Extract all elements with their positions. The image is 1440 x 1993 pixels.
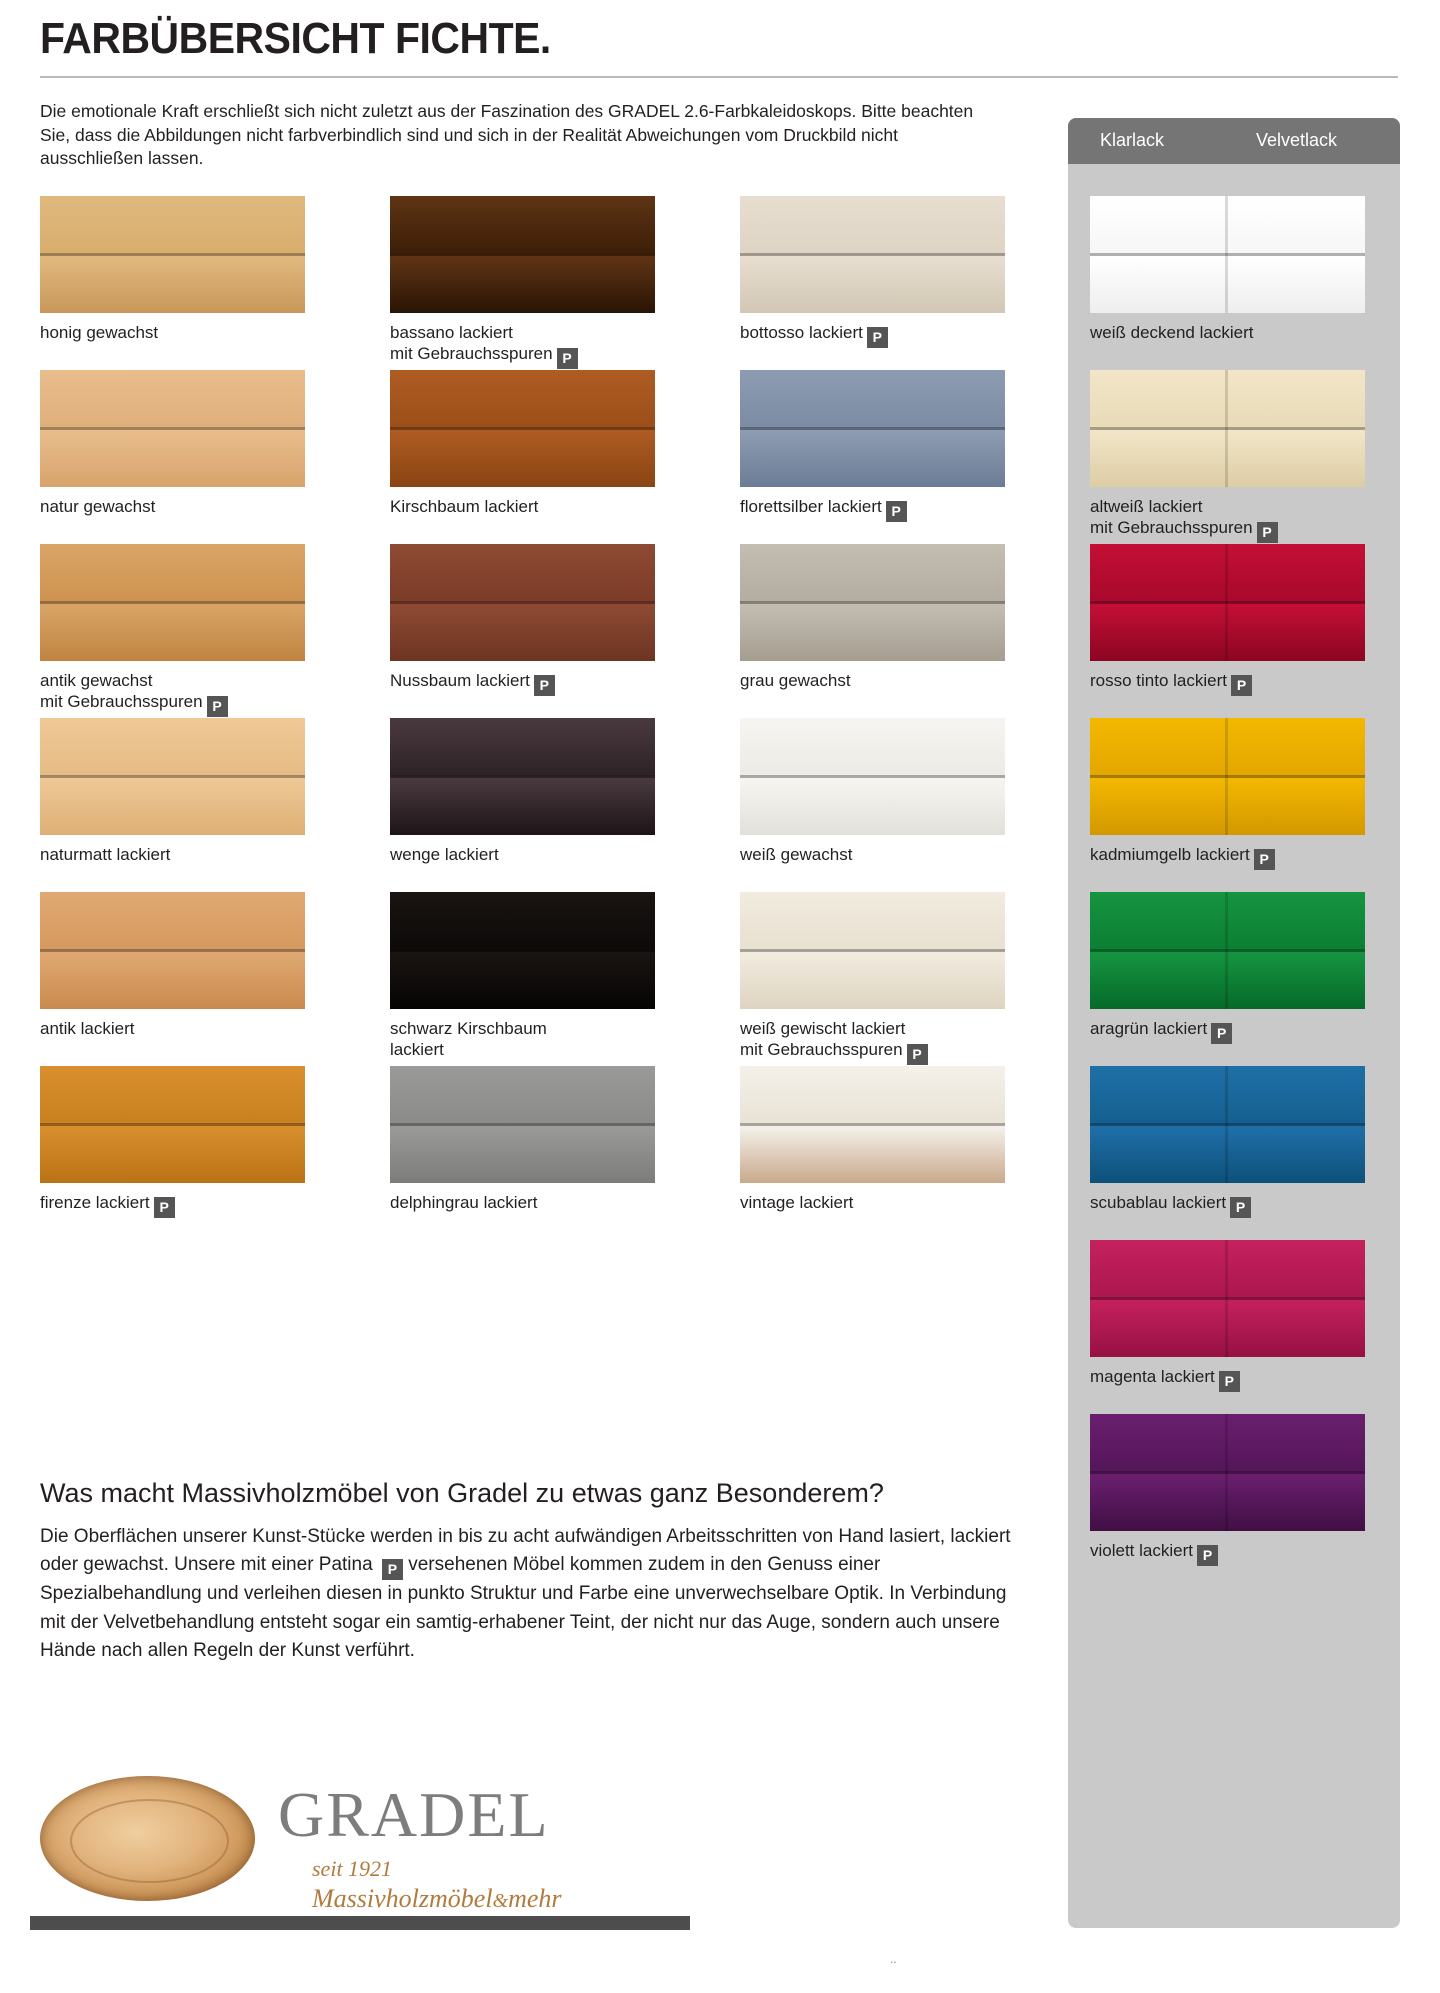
swatch-cell: [390, 718, 670, 866]
board-seam-horizontal: [40, 949, 305, 952]
swatch-image: [740, 1066, 1005, 1183]
swatch-name: wenge lackiert: [390, 845, 499, 864]
patina-badge: P: [1197, 1545, 1218, 1566]
brand-lockup: [278, 1778, 562, 1913]
board-seam-horizontal: [390, 601, 655, 604]
swatch-caption: [740, 1019, 1030, 1065]
swatch-cell: [740, 1066, 1020, 1214]
swatch-name: violett lackiert: [1090, 1541, 1193, 1560]
swatch-name: vintage lackiert: [740, 1193, 854, 1212]
swatch-caption: [390, 1193, 680, 1214]
swatch-name: firenze lackiert: [40, 1193, 150, 1212]
swatch-caption: [40, 497, 330, 518]
swatch-image: [40, 370, 305, 487]
swatch-cell: [40, 718, 320, 866]
board-seam-vertical: [1225, 370, 1228, 487]
swatch-cell: [390, 544, 670, 696]
swatch-caption: [1090, 1541, 1380, 1566]
board-seam-horizontal: [40, 1123, 305, 1126]
swatch-image: [740, 892, 1005, 1009]
swatch-cell: [1090, 1240, 1370, 1392]
page-title: FARBÜBERSICHT FICHTE.: [40, 14, 551, 63]
swatch-cell: [390, 892, 670, 1060]
bottom-paragraph-part1: Die Oberflächen unserer Kunst-Stücke werden in bis zu acht aufwändigen Arbeitsschritten von Hand lasiert, lackiert oder gewachst. Unsere mit einer Patina: [40, 1526, 1011, 1576]
swatch-caption: [740, 323, 1030, 348]
swatch-name: honig gewachst: [40, 323, 159, 342]
swatch-name: antik lackiert: [40, 1019, 135, 1038]
swatch-cell: [740, 718, 1020, 866]
patina-badge: P: [207, 696, 228, 717]
swatch-image: [1090, 544, 1365, 661]
swatch-name: natur gewachst: [40, 497, 156, 516]
board-seam-horizontal: [740, 775, 1005, 778]
swatch-cell: [1090, 370, 1370, 543]
patina-badge: P: [1219, 1371, 1240, 1392]
brand-tagline: [312, 1884, 562, 1914]
swatch-caption: [40, 1193, 330, 1218]
swatch-name: aragrün lackiert: [1090, 1019, 1208, 1038]
board-seam-horizontal: [390, 775, 655, 778]
swatch-image: [1090, 1414, 1365, 1531]
swatch-image: [1090, 1240, 1365, 1357]
swatch-cell: [1090, 1066, 1370, 1218]
board-seam-vertical: [1225, 1414, 1228, 1531]
swatch-name: Kirschbaum lackiert: [390, 497, 539, 516]
swatch-caption: [740, 497, 1030, 522]
brand-since: seit 1921: [312, 1856, 393, 1881]
swatch-image: [1090, 370, 1365, 487]
swatch-caption: [390, 323, 680, 369]
brand-logo-area: [30, 1768, 730, 1968]
swatch-name: delphingrau lackiert: [390, 1193, 538, 1212]
swatch-cell: [1090, 718, 1370, 870]
swatch-image: [40, 1066, 305, 1183]
swatch-image: [740, 544, 1005, 661]
swatch-caption: [1090, 671, 1380, 696]
board-seam-horizontal: [740, 253, 1005, 256]
swatch-image: [40, 718, 305, 835]
swatch-caption: [740, 671, 1030, 692]
swatch-caption: [1090, 1019, 1380, 1044]
swatch-name: scubablau lackiert: [1090, 1193, 1227, 1212]
bottom-text-block: [40, 1478, 1030, 1665]
swatch-caption: [40, 1019, 330, 1040]
swatch-name: bottosso lackiert: [740, 323, 863, 342]
board-seam-horizontal: [740, 427, 1005, 430]
patina-badge: P: [1231, 675, 1252, 696]
swatch-name-line2: mit Gebrauchsspuren: [740, 1039, 903, 1059]
swatch-cell: [40, 892, 320, 1040]
patina-badge-inline: P: [382, 1559, 403, 1580]
swatch-image: [390, 1066, 655, 1183]
patina-badge: P: [886, 501, 907, 522]
patina-badge: P: [534, 675, 555, 696]
swatch-cell: [390, 196, 670, 369]
board-seam-horizontal: [740, 601, 1005, 604]
board-seam-horizontal: [40, 253, 305, 256]
swatch-image: [390, 370, 655, 487]
swatch-image: [40, 892, 305, 1009]
swatch-cell: [1090, 544, 1370, 696]
intro-text: Die emotionale Kraft erschließt sich nicht zuletzt aus der Faszination des GRADEL 2.6-Farbkaleidoskops. Bitte beachten Sie, dass die Abbildungen nicht farbverbindlich sind und sich in der Realität Abweichungen vom Druckbild nicht ausschließen lassen.: [40, 101, 974, 169]
board-seam-horizontal: [740, 1123, 1005, 1126]
patina-badge: P: [557, 348, 578, 369]
patina-badge: P: [907, 1044, 928, 1065]
board-seam-vertical: [1225, 196, 1228, 313]
swatch-cell: [1090, 196, 1370, 344]
swatch-cell: [1090, 892, 1370, 1044]
swatch-image: [40, 196, 305, 313]
panel-header: [1068, 118, 1400, 164]
patina-badge: P: [1257, 522, 1278, 543]
swatch-cell: [40, 196, 320, 344]
board-seam-horizontal: [740, 949, 1005, 952]
swatch-image: [1090, 718, 1365, 835]
logo-shadow-bar: [30, 1916, 690, 1930]
swatch-cell: [740, 892, 1020, 1065]
swatch-cell: [740, 544, 1020, 692]
swatch-name: grau gewachst: [740, 671, 851, 690]
swatch-name: florettsilber lackiert: [740, 497, 882, 516]
swatch-name: bassano lackiert: [390, 323, 513, 342]
swatch-image: [1090, 196, 1365, 313]
swatch-caption: [1090, 323, 1380, 344]
patina-badge: P: [1254, 849, 1275, 870]
swatch-caption: [40, 323, 330, 344]
swatch-image: [1090, 1066, 1365, 1183]
swatch-image: [390, 718, 655, 835]
klarlack-label: Klarlack: [1100, 130, 1165, 150]
swatch-caption: [390, 497, 680, 518]
swatch-image: [740, 718, 1005, 835]
bottom-paragraph-part2: versehenen Möbel kommen zudem in den Genuss einer Spezialbehandlung und verleihen diesen in punkto Struktur und Farbe eine unverwechselbare Optik. In Verbindung mit der Velvetbehandlung entsteht sogar ein samtig-erhabener Teint, der nicht nur das Auge, sondern auch unsere Hände nach allen Regeln der Kunst verführt.: [40, 1554, 1007, 1661]
swatch-name: weiß gewischt lackiert: [740, 1019, 906, 1038]
swatch-image: [390, 196, 655, 313]
swatch-name: Nussbaum lackiert: [390, 671, 530, 690]
swatch-name: kadmiumgelb lackiert: [1090, 845, 1250, 864]
wood-log-slice-icon: [40, 1776, 255, 1901]
swatch-name: naturmatt lackiert: [40, 845, 171, 864]
swatch-name: rosso tinto lackiert: [1090, 671, 1227, 690]
swatch-name-line2: mit Gebrauchsspuren: [1090, 517, 1253, 537]
swatch-image: [740, 370, 1005, 487]
board-seam-vertical: [1225, 1066, 1228, 1183]
swatch-cell: [740, 370, 1020, 522]
swatch-caption: [1090, 845, 1380, 870]
board-seam-horizontal: [40, 601, 305, 604]
board-seam-vertical: [1225, 544, 1228, 661]
swatch-caption: [740, 845, 1030, 866]
board-seam-vertical: [1225, 892, 1228, 1009]
swatch-cell: [40, 370, 320, 518]
board-seam-horizontal: [40, 427, 305, 430]
swatch-image: [1090, 892, 1365, 1009]
patina-badge: P: [867, 327, 888, 348]
swatch-image: [40, 544, 305, 661]
swatch-caption: [40, 845, 330, 866]
patina-badge: P: [154, 1197, 175, 1218]
board-seam-horizontal: [40, 775, 305, 778]
swatch-caption: [1090, 497, 1380, 543]
swatch-caption: [390, 671, 680, 696]
swatch-image: [390, 544, 655, 661]
swatch-image: [740, 196, 1005, 313]
footer-marker: ..: [890, 1952, 897, 1966]
board-seam-horizontal: [390, 1123, 655, 1126]
swatch-cell: [740, 196, 1020, 348]
swatch-name-line2: lackiert: [390, 1039, 444, 1059]
patina-badge: P: [1230, 1197, 1251, 1218]
swatch-name: antik gewachst: [40, 671, 153, 690]
swatch-name: weiß gewachst: [740, 845, 853, 864]
swatch-caption: [1090, 1193, 1380, 1218]
bottom-paragraph: [40, 1523, 1030, 1665]
bottom-heading: Was macht Massivholzmöbel von Gradel zu etwas ganz Besonderem?: [40, 1478, 884, 1508]
brand-tagline-main: Massivholzmöbel: [312, 1884, 493, 1913]
swatch-cell: [1090, 1414, 1370, 1566]
brand-tagline-amp: &: [492, 1890, 509, 1912]
swatch-cell: [390, 1066, 670, 1214]
velvetlack-label: Velvetlack: [1256, 130, 1338, 150]
board-seam-horizontal: [390, 949, 655, 952]
board-seam-vertical: [1225, 1240, 1228, 1357]
swatch-cell: [390, 370, 670, 518]
board-seam-vertical: [1225, 718, 1228, 835]
swatch-cell: [40, 1066, 320, 1218]
swatch-name: altweiß lackiert: [1090, 497, 1203, 516]
swatch-name: schwarz Kirschbaum: [390, 1019, 547, 1038]
swatch-name-line2: mit Gebrauchsspuren: [40, 691, 203, 711]
brand-tagline-end: mehr: [508, 1884, 562, 1913]
swatch-name-line2: mit Gebrauchsspuren: [390, 343, 553, 363]
swatch-caption: [390, 1019, 680, 1060]
swatch-cell: [40, 544, 320, 717]
swatch-name: weiß deckend lackiert: [1090, 323, 1254, 342]
swatch-caption: [40, 671, 330, 717]
swatch-name: magenta lackiert: [1090, 1367, 1215, 1386]
board-seam-horizontal: [390, 253, 655, 256]
swatch-caption: [1090, 1367, 1380, 1392]
header-divider: [40, 76, 1398, 78]
brand-name: GRADEL: [278, 1779, 550, 1850]
swatch-caption: [740, 1193, 1030, 1214]
page-header: [40, 14, 1400, 64]
swatch-image: [390, 892, 655, 1009]
swatch-caption: [390, 845, 680, 866]
board-seam-horizontal: [390, 427, 655, 430]
patina-badge: P: [1211, 1023, 1232, 1044]
